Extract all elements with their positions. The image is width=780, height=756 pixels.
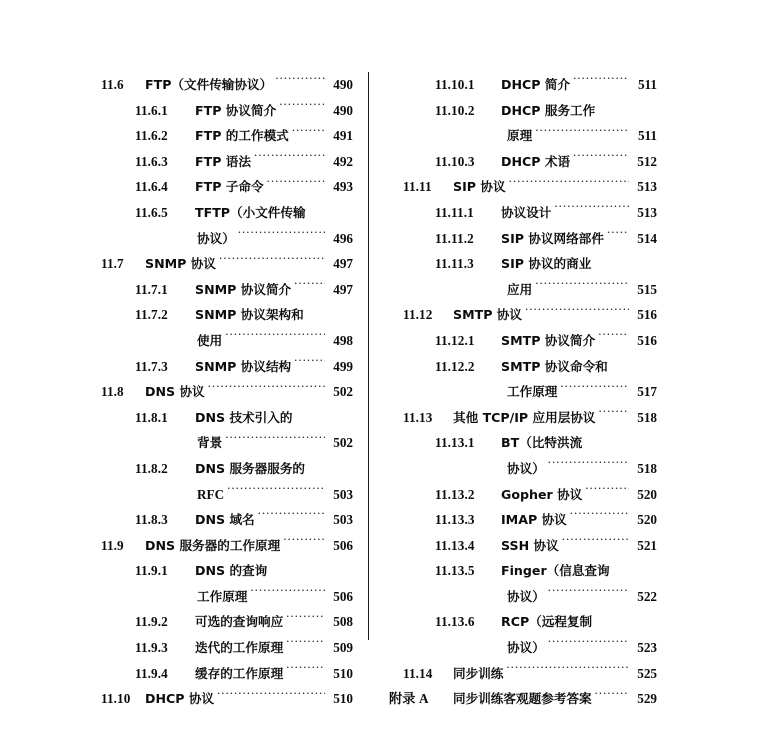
dot-leader	[509, 178, 629, 191]
dot-leader	[292, 127, 325, 140]
toc-entry-title: 其他 TCP/IP 应用层协议	[453, 409, 596, 425]
dot-leader	[217, 690, 325, 703]
toc-entry-page-number: 522	[637, 588, 657, 604]
toc-entry[interactable]	[389, 558, 657, 584]
toc-entry-title: 协议）	[507, 588, 545, 604]
toc-entry[interactable]	[101, 558, 353, 584]
toc-entry-title: IMAP 协议	[501, 512, 567, 528]
toc-entry-page-number: 516	[637, 307, 657, 323]
toc-entry-number: 11.10.3	[435, 153, 475, 169]
toc-entry-title: FTP 的工作模式	[195, 128, 289, 144]
toc-entry-page-number: 492	[333, 153, 353, 169]
toc-entry-page-number: 518	[637, 409, 657, 425]
toc-entry-title: SIP 协议的商业	[501, 256, 592, 272]
toc-entry-page-number: 502	[333, 435, 353, 451]
toc-entry-title: DHCP 协议	[145, 691, 215, 707]
toc-entry[interactable]	[389, 72, 657, 98]
toc-entry-number: 11.6.3	[135, 153, 168, 169]
toc-entry-page-number: 525	[637, 665, 657, 681]
toc-entry[interactable]	[389, 635, 657, 661]
toc-entry[interactable]	[389, 405, 657, 431]
toc-entry[interactable]	[101, 72, 353, 98]
toc-entry-page-number: 510	[333, 691, 353, 707]
dot-leader	[585, 434, 629, 447]
toc-entry[interactable]	[101, 482, 353, 508]
toc-entry-page-number: 529	[637, 691, 657, 707]
dot-leader	[286, 613, 325, 626]
dot-leader	[599, 409, 629, 422]
toc-entry-title: FTP 语法	[195, 153, 251, 169]
toc-entry[interactable]	[389, 456, 657, 482]
toc-entry-title: SMTP 协议命令和	[501, 358, 608, 374]
dot-leader	[548, 639, 629, 652]
toc-entry[interactable]	[101, 174, 353, 200]
toc-entry[interactable]	[101, 98, 353, 124]
toc-entry-title: 工作原理	[197, 588, 248, 604]
toc-entry-page-number: 491	[333, 128, 353, 144]
toc-entry-title: SNMP 协议结构	[195, 358, 292, 374]
toc-entry[interactable]	[101, 456, 353, 482]
toc-entry[interactable]	[389, 609, 657, 635]
toc-entry-title: DNS 服务器服务的	[195, 460, 306, 476]
dot-leader	[309, 204, 325, 217]
toc-entry-title: FTP（文件传输协议）	[145, 77, 273, 92]
toc-entry-number: 11.9	[101, 537, 124, 553]
dot-leader	[548, 460, 629, 473]
column-divider-rule	[368, 72, 369, 640]
dot-leader	[294, 281, 325, 294]
toc-entry-number: 11.12.1	[435, 332, 475, 348]
dot-leader	[308, 460, 325, 473]
toc-entry-page-number: 513	[637, 204, 657, 220]
toc-entry-title: 使用	[197, 332, 223, 348]
toc-entry-number: 11.8	[101, 384, 124, 400]
toc-entry-page-number: 518	[637, 460, 657, 476]
toc-entry-number: 11.9.4	[135, 665, 168, 681]
toc-entry-number: 11.8.3	[135, 512, 168, 528]
toc-entry-number: 11.14	[403, 665, 433, 681]
toc-entry-title: Finger（信息查询	[501, 563, 610, 579]
toc-entry[interactable]	[101, 277, 353, 303]
toc-entry-number: 11.6	[101, 77, 124, 92]
dot-leader	[275, 76, 325, 89]
toc-entry-title: DHCP 术语	[501, 153, 571, 169]
toc-entry-title: DNS 域名	[195, 512, 255, 528]
toc-entry[interactable]	[389, 354, 657, 380]
toc-entry-title: TFTP（小文件传输	[195, 204, 306, 220]
toc-entry[interactable]	[101, 507, 353, 533]
dot-leader	[267, 178, 325, 191]
toc-entry-page-number: 517	[637, 384, 657, 400]
toc-entry[interactable]	[389, 430, 657, 456]
toc-entry-page-number: 497	[333, 256, 353, 272]
toc-entry[interactable]	[101, 379, 353, 405]
toc-entry[interactable]	[101, 328, 353, 354]
toc-entry-title: 协议设计	[501, 204, 552, 220]
toc-entry-title: DHCP 服务工作	[501, 102, 596, 118]
toc-entry-number: 11.12.2	[435, 358, 475, 374]
toc-entry-number: 11.6.5	[135, 204, 168, 220]
toc-entry-title: SNMP 协议	[145, 256, 216, 272]
toc-entry[interactable]	[389, 533, 657, 559]
toc-entry-number: 11.6.1	[135, 102, 168, 118]
toc-entry-number: 11.13.6	[435, 614, 475, 630]
dot-leader	[560, 383, 629, 396]
toc-entry[interactable]	[101, 226, 353, 252]
toc-entry[interactable]	[101, 354, 353, 380]
toc-entry-page-number: 499	[333, 358, 353, 374]
toc-entry-title: 同步训练客观题参考答案	[453, 691, 592, 707]
dot-leader	[294, 357, 325, 370]
toc-entry-title: SSH 协议	[501, 537, 559, 553]
toc-entry[interactable]	[389, 174, 657, 200]
toc-entry[interactable]	[389, 226, 657, 252]
dot-leader	[573, 153, 629, 166]
toc-entry[interactable]	[389, 302, 657, 328]
dot-leader	[254, 153, 325, 166]
toc-entry[interactable]	[389, 661, 657, 687]
toc-entry-title: 可选的查询响应	[195, 614, 284, 630]
toc-entry-page-number: 506	[333, 588, 353, 604]
dot-leader	[554, 204, 629, 217]
toc-entry-title: SNMP 协议架构和	[195, 307, 304, 323]
toc-entry-page-number: 523	[637, 640, 657, 656]
toc-entry-title: 背景	[197, 435, 223, 451]
toc-entry-title: SMTP 协议简介	[501, 332, 596, 348]
toc-entry-number: 11.13.3	[435, 512, 475, 528]
toc-entry-page-number: 521	[637, 537, 657, 553]
toc-entry-number: 11.6.4	[135, 179, 168, 195]
toc-entry-page-number: 506	[333, 537, 353, 553]
toc-entry[interactable]	[101, 405, 353, 431]
toc-entry-title: DHCP 简介	[501, 77, 571, 92]
toc-entry[interactable]	[389, 686, 657, 712]
toc-entry-number: 11.13.2	[435, 486, 475, 502]
dot-leader	[270, 562, 325, 575]
dot-leader	[573, 76, 629, 89]
dot-leader	[535, 281, 629, 294]
dot-leader	[585, 485, 629, 498]
dot-leader	[607, 229, 629, 242]
toc-entry[interactable]	[101, 533, 353, 559]
toc-entry-page-number: 510	[333, 665, 353, 681]
toc-entry-title: RCP（远程复制	[501, 614, 593, 630]
toc-entry-number: 11.10.2	[435, 102, 475, 118]
toc-entry-title: 协议）	[197, 230, 235, 246]
dot-leader	[595, 690, 629, 703]
toc-entry-page-number: 490	[333, 102, 353, 118]
toc-entry-number: 11.13	[403, 409, 433, 425]
toc-left-column	[101, 72, 353, 712]
toc-entry-number: 11.9.1	[135, 563, 168, 579]
toc-entry-page-number: 508	[333, 614, 353, 630]
toc-entry-title: SNMP 协议简介	[195, 281, 292, 297]
toc-entry-page-number: 516	[637, 332, 657, 348]
toc-entry[interactable]	[389, 379, 657, 405]
toc-entry-page-number: 502	[333, 384, 353, 400]
toc-entry-number: 11.8.1	[135, 409, 168, 425]
toc-entry[interactable]	[389, 200, 657, 226]
toc-entry[interactable]	[101, 302, 353, 328]
toc-entry-number: 11.11.3	[435, 256, 474, 272]
toc-entry-title: DNS 技术引入的	[195, 409, 293, 425]
dot-leader	[258, 511, 325, 524]
toc-entry-title: 工作原理	[507, 384, 558, 400]
toc-entry-number: 11.11.2	[435, 230, 474, 246]
toc-entry-title: SIP 协议	[453, 179, 506, 195]
dot-leader	[506, 664, 629, 677]
toc-entry[interactable]	[389, 123, 657, 149]
toc-entry-title: 迭代的工作原理	[195, 640, 284, 656]
dot-leader	[295, 409, 325, 422]
toc-entry-number: 11.6.2	[135, 128, 168, 144]
toc-entry-title: RFC	[197, 486, 225, 502]
dot-leader	[595, 613, 629, 626]
toc-entry-number: 11.12	[403, 307, 433, 323]
toc-entry-number: 11.7.2	[135, 307, 168, 323]
dot-leader	[598, 101, 629, 114]
toc-entry-title: DNS 服务器的工作原理	[145, 537, 281, 553]
toc-entry-page-number: 511	[637, 128, 657, 144]
toc-entry-number: 11.8.2	[135, 460, 168, 476]
dot-leader	[611, 357, 629, 370]
toc-entry-number: 11.11.1	[435, 204, 474, 220]
dot-leader	[594, 255, 629, 268]
dot-leader	[548, 588, 629, 601]
toc-entry-number: 11.7.1	[135, 281, 168, 297]
toc-entry[interactable]	[101, 661, 353, 687]
dot-leader	[208, 383, 325, 396]
toc-entry-title: 原理	[507, 128, 533, 144]
toc-entry-number: 11.9.3	[135, 640, 168, 656]
toc-entry-page-number: 513	[637, 179, 657, 195]
toc-entry-title: 应用	[507, 281, 533, 297]
toc-entry-page-number: 498	[333, 332, 353, 348]
toc-entry-number: 11.13.5	[435, 563, 475, 579]
toc-entry-number: 附录 A	[389, 691, 429, 707]
toc-entry[interactable]	[389, 149, 657, 175]
toc-entry[interactable]	[101, 200, 353, 226]
toc-entry-title: 同步训练	[453, 665, 504, 681]
toc-entry-page-number: 514	[637, 230, 657, 246]
toc-entry-title: DNS 协议	[145, 384, 205, 400]
dot-leader	[525, 306, 629, 319]
toc-entry-number: 11.13.1	[435, 435, 475, 451]
toc-entry-page-number: 503	[333, 486, 353, 502]
toc-entry[interactable]	[101, 251, 353, 277]
dot-leader	[570, 511, 629, 524]
dot-leader	[286, 664, 325, 677]
toc-entry-number: 11.10	[101, 691, 131, 707]
toc-entry[interactable]	[101, 584, 353, 610]
toc-entry-title: 协议）	[507, 640, 545, 656]
toc-entry[interactable]	[389, 584, 657, 610]
dot-leader	[307, 306, 325, 319]
dot-leader	[613, 562, 629, 575]
toc-entry-number: 11.10.1	[435, 77, 475, 92]
toc-entry-title: DNS 的查询	[195, 563, 268, 579]
dot-leader	[283, 537, 325, 550]
toc-entry-page-number: 520	[637, 486, 657, 502]
toc-entry-page-number: 503	[333, 512, 353, 528]
dot-leader	[562, 537, 629, 550]
dot-leader	[286, 639, 325, 652]
toc-entry-page-number: 512	[637, 153, 657, 169]
toc-entry-number: 11.11	[403, 179, 432, 195]
dot-leader	[238, 229, 325, 242]
toc-entry[interactable]	[101, 609, 353, 635]
toc-entry[interactable]	[389, 328, 657, 354]
toc-entry[interactable]	[389, 482, 657, 508]
toc-entry-page-number: 497	[333, 281, 353, 297]
toc-entry[interactable]	[389, 507, 657, 533]
toc-entry-title: Gopher 协议	[501, 486, 583, 502]
toc-entry-number: 11.9.2	[135, 614, 168, 630]
toc-entry[interactable]	[101, 686, 353, 712]
toc-entry[interactable]	[101, 149, 353, 175]
toc-entry-title: FTP 子命令	[195, 179, 264, 195]
toc-entry[interactable]	[101, 635, 353, 661]
toc-entry[interactable]	[101, 430, 353, 456]
toc-right-column	[389, 72, 657, 712]
dot-leader	[535, 127, 629, 140]
toc-entry-title: FTP 协议简介	[195, 102, 277, 118]
toc-entry-page-number: 493	[333, 179, 353, 195]
toc-entry-title: 协议）	[507, 460, 545, 476]
toc-entry-number: 11.7	[101, 256, 124, 272]
toc-entry-page-number: 511	[637, 77, 657, 92]
toc-entry-title: BT（比特洪流	[501, 435, 583, 451]
toc-entry[interactable]	[389, 98, 657, 124]
toc-entry-title: SMTP 协议	[453, 307, 522, 323]
dot-leader	[279, 101, 325, 114]
dot-leader	[219, 255, 325, 268]
toc-entry-page-number: 496	[333, 230, 353, 246]
toc-entry[interactable]	[389, 277, 657, 303]
dot-leader	[227, 485, 325, 498]
dot-leader	[250, 588, 325, 601]
toc-entry-number: 11.13.4	[435, 537, 475, 553]
toc-entry-page-number: 515	[637, 281, 657, 297]
toc-entry-number: 11.7.3	[135, 358, 168, 374]
toc-entry-page-number: 520	[637, 512, 657, 528]
toc-entry[interactable]	[101, 123, 353, 149]
dot-leader	[598, 332, 629, 345]
dot-leader	[225, 434, 325, 447]
toc-entry-page-number: 490	[333, 77, 353, 92]
toc-entry[interactable]	[389, 251, 657, 277]
toc-entry-title: SIP 协议网络部件	[501, 230, 604, 246]
dot-leader	[225, 332, 325, 345]
toc-entry-title: 缓存的工作原理	[195, 665, 284, 681]
toc-entry-page-number: 509	[333, 640, 353, 656]
